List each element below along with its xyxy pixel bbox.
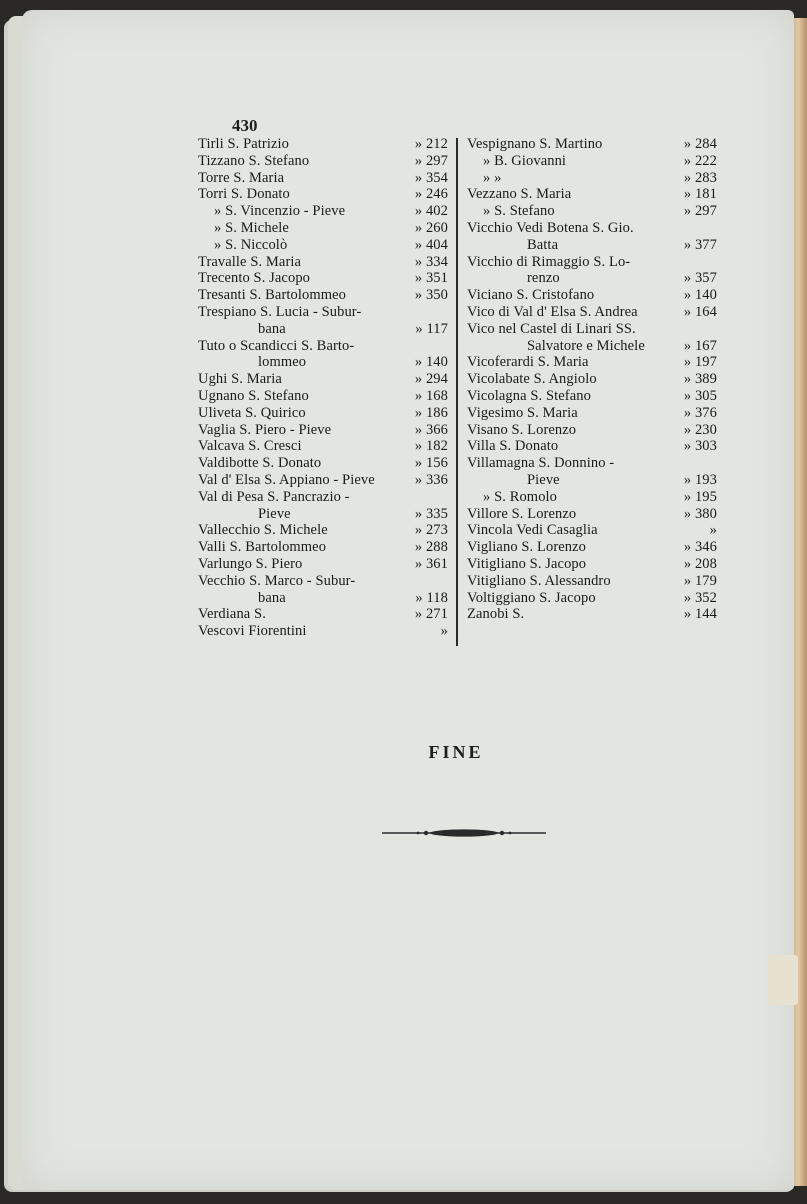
entry-name: Villamagna S. Donnino - <box>467 455 615 472</box>
entry-page-number: » 354 <box>414 169 448 186</box>
index-entry <box>198 170 448 187</box>
entry-name: Val d' Elsa S. Appiano - Pieve <box>198 471 375 488</box>
entry-name: Torre S. Maria <box>198 169 285 186</box>
entry-name: Tizzano S. Stefano <box>198 152 310 169</box>
entry-name: Vicchio di Rimaggio S. Lo- <box>467 253 631 270</box>
entry-page-number: » 357 <box>683 270 717 287</box>
index-entry <box>198 556 448 573</box>
entry-name: Vespignano S. Martino <box>467 136 603 152</box>
entry-page-number: » 350 <box>414 287 448 304</box>
index-entry <box>198 270 448 287</box>
entry-page-number: » 164 <box>683 303 717 320</box>
entry-page-number: » 389 <box>683 371 717 388</box>
index-entry <box>467 388 717 405</box>
entry-page-number: » 193 <box>683 471 717 488</box>
index-entry <box>198 388 448 405</box>
paper-tab <box>768 955 798 1005</box>
entry-page-number: » 179 <box>683 572 717 589</box>
entry-name: » S. Romolo <box>483 488 558 505</box>
entry-page-number: » 303 <box>683 438 717 455</box>
index-entry <box>467 506 717 523</box>
entry-page-number: » 181 <box>683 186 717 203</box>
entry-name: Villa S. Donato <box>467 438 559 455</box>
page-number: 430 <box>232 116 258 135</box>
entry-name: Vaglia S. Piero - Pieve <box>198 421 332 438</box>
entry-name: Vigesimo S. Maria <box>467 404 578 421</box>
index-entry <box>467 254 717 288</box>
index-entry <box>467 606 717 623</box>
entry-name: Vescovi Fiorentini <box>198 623 307 640</box>
entry-name: Ughi S. Maria <box>198 371 282 388</box>
index-entry <box>198 422 448 439</box>
entry-page-number: » 297 <box>683 203 717 220</box>
index-entry <box>198 606 448 623</box>
entry-page-number: » 212 <box>414 136 448 152</box>
entry-page-number: » 334 <box>414 253 448 270</box>
index-entry <box>467 371 717 388</box>
entry-name: Verdiana S. <box>198 606 266 623</box>
index-entry <box>198 287 448 304</box>
index-entry <box>198 338 448 372</box>
index-entry <box>198 153 448 170</box>
index-entry <box>198 186 448 203</box>
entry-name: » S. Michele <box>214 219 289 236</box>
entry-page-number: » 380 <box>683 505 717 522</box>
entry-page-number: » 197 <box>683 354 717 371</box>
index-entry <box>467 186 717 203</box>
index-entry <box>198 573 448 607</box>
entry-page-number: » 297 <box>414 152 448 169</box>
entry-name: Vicolagna S. Stefano <box>467 387 591 404</box>
entry-page-number: » 230 <box>683 421 717 438</box>
index-entry <box>198 237 448 254</box>
entry-name: Trespiano S. Lucia - Subur- <box>198 303 362 320</box>
entry-name: » B. Giovanni <box>483 152 567 169</box>
entry-name: Vicoferardi S. Maria <box>467 354 589 371</box>
entry-page-number: » 377 <box>683 236 717 253</box>
entry-continuation: bana <box>258 320 286 337</box>
index-entry <box>198 472 448 489</box>
entry-name: Vicolabate S. Angiolo <box>467 371 597 388</box>
entry-name: Vallecchio S. Michele <box>198 522 328 539</box>
index-entry <box>198 203 448 220</box>
entry-name: Travalle S. Maria <box>198 253 302 270</box>
index-entry <box>467 287 717 304</box>
entry-name: Val di Pesa S. Pancrazio - <box>198 488 350 505</box>
entry-name: Vitigliano S. Alessandro <box>467 572 611 589</box>
entry-continuation: renzo <box>527 270 560 287</box>
index-entry <box>198 438 448 455</box>
entry-continuation: Salvatore e Michele <box>527 337 645 354</box>
column-divider <box>456 138 458 646</box>
entry-name: Ugnano S. Stefano <box>198 387 309 404</box>
entry-name: Vigliano S. Lorenzo <box>467 539 587 556</box>
ornamental-rule-icon <box>382 826 546 840</box>
index-entry <box>467 539 717 556</box>
entry-name: Tirli S. Patrizio <box>198 136 290 152</box>
entry-name: Vitigliano S. Jacopo <box>467 555 587 572</box>
entry-name: Vezzano S. Maria <box>467 186 572 203</box>
index-entry <box>467 153 717 170</box>
index-entry <box>467 136 717 153</box>
entry-continuation: bana <box>258 589 286 606</box>
index-entry <box>467 170 717 187</box>
index-entry <box>198 371 448 388</box>
entry-page-number: » 402 <box>414 203 448 220</box>
entry-page-number: » 117 <box>415 320 448 337</box>
entry-name: Viciano S. Cristofano <box>467 287 595 304</box>
entry-name: Valdibotte S. Donato <box>198 455 322 472</box>
entry-name: » S. Vincenzio - Pieve <box>214 203 346 220</box>
entry-name: Voltiggiano S. Jacopo <box>467 589 596 606</box>
index-entry <box>467 203 717 220</box>
index-entry <box>467 573 717 590</box>
entry-page-number: » 140 <box>683 287 717 304</box>
entry-page-number: » 260 <box>414 219 448 236</box>
entry-name: Vicchio Vedi Botena S. Gio. <box>467 219 634 236</box>
entry-continuation: Pieve <box>258 505 291 522</box>
entry-page-number: » 361 <box>414 555 448 572</box>
entry-name: Vecchio S. Marco - Subur- <box>198 572 356 589</box>
entry-page-number: » 336 <box>414 471 448 488</box>
end-title: FINE <box>428 742 484 762</box>
index-entry <box>198 136 448 153</box>
entry-name: Varlungo S. Piero <box>198 555 303 572</box>
index-entry <box>467 304 717 321</box>
index-entry <box>467 354 717 371</box>
entry-page-number: » 271 <box>414 606 448 623</box>
index-entry <box>467 590 717 607</box>
entry-page-number: » 118 <box>415 589 448 606</box>
index-entry <box>198 254 448 271</box>
entry-page-number: » 346 <box>683 539 717 556</box>
entry-page-number: » 376 <box>683 404 717 421</box>
entry-page-number: » 366 <box>414 421 448 438</box>
entry-page-number: » 167 <box>683 337 717 354</box>
entry-name: Uliveta S. Quirico <box>198 404 306 421</box>
entry-continuation: Pieve <box>527 471 560 488</box>
entry-name: Tresanti S. Bartolommeo <box>198 287 346 304</box>
index-column-right <box>467 136 717 623</box>
entry-page-number: » 144 <box>683 606 717 623</box>
index-entry <box>198 455 448 472</box>
entry-name: Trecento S. Jacopo <box>198 270 311 287</box>
entry-page-number: » 246 <box>414 186 448 203</box>
entry-name: Villore S. Lorenzo <box>467 505 577 522</box>
entry-name: Vico di Val d' Elsa S. Andrea <box>467 303 638 320</box>
entry-page-number: » 208 <box>683 555 717 572</box>
entry-page-number: » 352 <box>683 589 717 606</box>
entry-page-number: » 335 <box>414 505 448 522</box>
index-entry <box>467 489 717 506</box>
index-entry <box>467 321 717 355</box>
index-entry <box>467 220 717 254</box>
entry-page-number: » 140 <box>414 354 448 371</box>
entry-page-number: » 168 <box>414 387 448 404</box>
entry-name: Vincola Vedi Casaglia <box>467 522 598 539</box>
entry-name: Valli S. Bartolommeo <box>198 539 327 556</box>
entry-page-number: » 404 <box>414 236 448 253</box>
entry-continuation: Batta <box>527 236 559 253</box>
entry-page-number: » 283 <box>683 169 717 186</box>
entry-name: » » <box>483 169 502 186</box>
entry-page-number: » 182 <box>414 438 448 455</box>
index-entry <box>467 422 717 439</box>
index-entry <box>198 405 448 422</box>
index-entry <box>467 405 717 422</box>
entry-page-number: » 351 <box>414 270 448 287</box>
entry-name: » S. Niccolò <box>214 236 288 253</box>
index-entry <box>198 539 448 556</box>
entry-page-number: » 288 <box>414 539 448 556</box>
index-entry <box>198 489 448 523</box>
entry-name: Torri S. Donato <box>198 186 290 203</box>
entry-page-number: » 305 <box>683 387 717 404</box>
entry-page-number: » 156 <box>414 455 448 472</box>
entry-page-number: » 186 <box>414 404 448 421</box>
entry-page-number: » 222 <box>683 152 717 169</box>
entry-name: » S. Stefano <box>483 203 555 220</box>
index-entry <box>198 522 448 539</box>
index-entry <box>467 455 717 489</box>
entry-page-number: » <box>709 522 717 539</box>
index-entry <box>467 438 717 455</box>
entry-page-number: » <box>440 623 448 640</box>
entry-name: Tuto o Scandicci S. Barto- <box>198 337 355 354</box>
index-entry <box>198 220 448 237</box>
index-entry <box>198 304 448 338</box>
entry-page-number: » 273 <box>414 522 448 539</box>
index-column-left <box>198 136 448 640</box>
index-entry <box>467 522 717 539</box>
entry-continuation: lommeo <box>258 354 307 371</box>
index-entry <box>198 623 448 640</box>
entry-page-number: » 195 <box>683 488 717 505</box>
entry-name: Visano S. Lorenzo <box>467 421 577 438</box>
entry-page-number: » 284 <box>683 136 717 152</box>
index-entry <box>467 556 717 573</box>
entry-page-number: » 294 <box>414 371 448 388</box>
entry-name: Valcava S. Cresci <box>198 438 302 455</box>
entry-name: Zanobi S. <box>467 606 525 623</box>
entry-name: Vico nel Castel di Linari SS. <box>467 320 636 337</box>
